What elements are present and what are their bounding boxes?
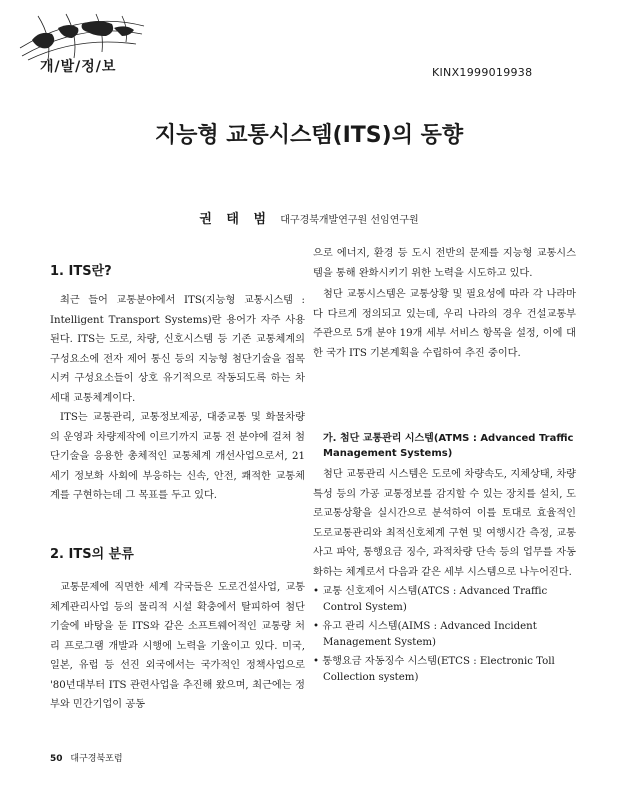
article-title: 지능형 교통시스템(ITS)의 동향 — [154, 123, 464, 148]
publication-name: 대구경북포럼 — [70, 754, 123, 764]
author-line — [0, 208, 618, 227]
paragraph: 첨단 교통시스템은 교통상황 및 필요성에 따라 각 나라마다 다르게 정의되고 있는데, 우리 나라의 경우 건설교통부 주관으로 5개 분야 19개 세부 서비스 항목을 설정, 이에 대한 국가 ITS 기본계획을 수립하여 추진 중이다. — [313, 289, 576, 359]
list-item: • 교통 신호제어 시스템(ATCS : Advanced Traffic Control System) — [313, 586, 548, 613]
paragraph: ITS는 교통관리, 교통정보제공, 대중교통 및 화물차량의 운영과 차량제작에 이르기까지 교통 전 분야에 걸쳐 첨단기술을 응용한 총체적인 교통체계 개선사업으로서, 21세기 정보화 사회에 부응하는 신속, 안전, 쾌적한 교통체계를 구현하는데 그 목표를 두고 있다. — [50, 412, 305, 501]
section-2-heading: 2. ITS의 분류 — [50, 547, 134, 562]
section-1-body — [50, 291, 305, 506]
paragraph: 으로 에너지, 환경 등 도시 전반의 문제를 지능형 교통시스템을 통해 완화시키기 위한 노력을 시도하고 있다. — [313, 248, 576, 279]
list-item: • 통행요금 자동징수 시스템(ETCS : Electronic Toll Collection system) — [313, 656, 555, 683]
right-column-intro — [313, 244, 576, 363]
subsection-heading: 가. 첨단 교통관리 시스템(ATMS : Advanced Traffic Management Systems) — [323, 433, 574, 459]
author-affiliation: 대구경북개발연구원 선임연구원 — [280, 215, 419, 226]
page-number: 50 — [50, 754, 63, 764]
section-1 — [50, 260, 305, 279]
section-1-heading: 1. ITS란? — [50, 264, 112, 279]
page-footer — [50, 751, 123, 764]
author-name: 권 태 범 — [199, 212, 272, 227]
section-2-body — [50, 578, 305, 715]
section-tag: 개/발/정/보 — [40, 59, 117, 75]
system-list — [313, 584, 576, 686]
paragraph: 첨단 교통관리 시스템은 도로에 차량속도, 지체상태, 차량특성 등의 가공 교통정보를 감지할 수 있는 장치를 설치, 도로교통상황을 실시간으로 분석하여 이를 토대로 효율적인 도로교통관리와 최적신호체계 구현 및 여행시간 측정, 교통사고 파악, 통행요금 징수, 과적차량 단속 등의 업무를 자동화하는 체계로서 다음과 같은 세부 시스템으로 나누어진다. — [313, 469, 576, 578]
list-item: • 유고 관리 시스템(AIMS : Advanced Incident Management System) — [313, 621, 537, 648]
section-2 — [50, 543, 305, 562]
subsection-atms — [313, 431, 576, 689]
paragraph: 최근 들어 교통분야에서 ITS(지능형 교통시스템 : Intelligent Transport Systems)란 용어가 자주 사용된다. ITS는 도로, 차량, 신호시스템 등 기존 교통체계의 구성요소에 전자 제어 통신 등의 지능형 첨단기술을 접목시켜 구성요소들이 상호 유기적으로 작동되도록 하는 차세대 교통체계이다. — [50, 295, 305, 404]
document-id: KINX1999019938 — [432, 66, 533, 79]
paragraph: 교통문제에 직면한 세계 각국들은 도로건설사업, 교통체계관리사업 등의 물리적 시설 확충에서 탈피하여 첨단기술에 바탕을 둔 ITS와 같은 소프트웨어적인 교통량 처리 프로그램 개발과 시행에 노력을 기울이고 있다. 미국, 일본, 유럽 등 선진 외국에서는 국가적인 정책사업으로 '80년대부터 ITS 관련사업을 추진해 왔으며, 최근에는 정부와 민간기업이 공동 — [50, 582, 305, 710]
globe-map-icon — [18, 12, 146, 62]
